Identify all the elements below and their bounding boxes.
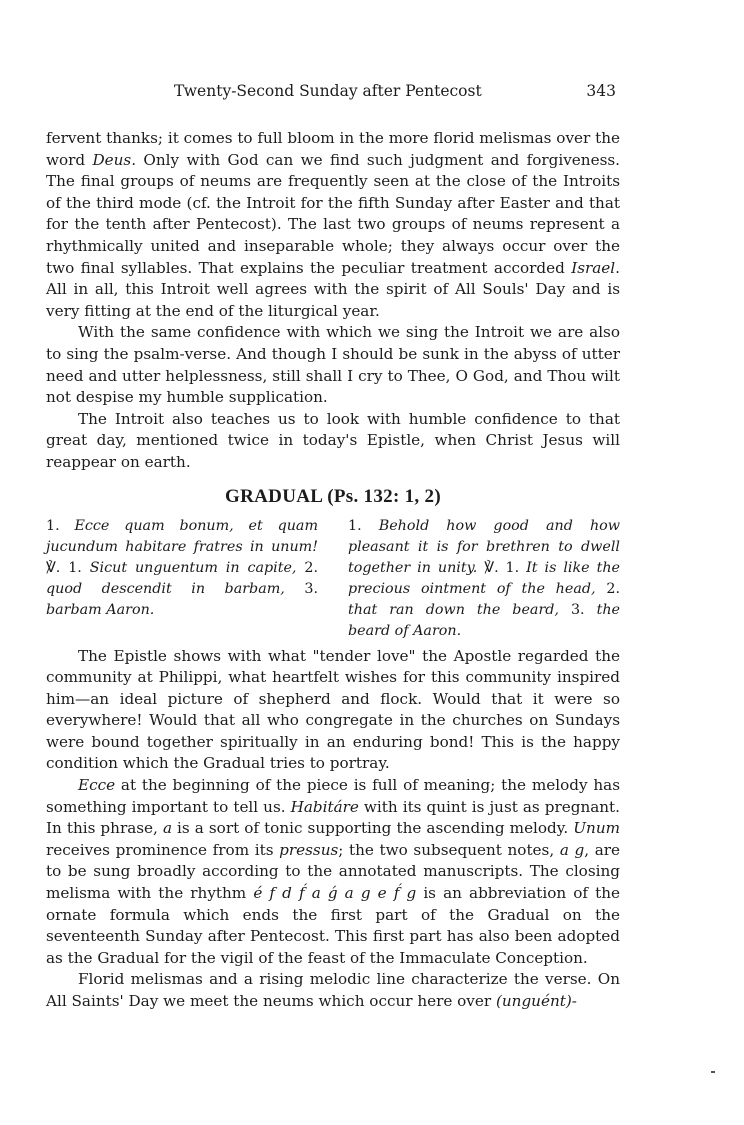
english-text: the beard of Aaron. [348,601,620,639]
paragraph-introit-teaching: The Introit also teaches us to look with humble confidence to that great day, mentioned twice in today's Epistle, when Christ Jesus will reappear on earth. [46,409,620,471]
verse-number: 1. [348,517,379,534]
verse-number: 1. [46,517,75,534]
text-run: Florid melismas and a rising melodic line characterize the verse. On All Saints' Day we meet the neums which occur here over [46,970,620,1010]
italic-word: Unum [573,819,620,838]
gradual-title: GRADUAL [225,485,323,507]
italic-word: Deus [92,150,132,169]
text-run: at the beginning of the piece is full of meaning; the melody has something important to tell us. [46,776,620,816]
neum-notation: é f d f́ a ǵ a g e f́ g [253,884,417,903]
verse-number: 2. [595,580,620,597]
gradual-heading [46,484,620,510]
italic-word: a g [559,840,585,859]
verse-number: 3. [284,580,319,597]
italic-word: a [162,819,172,838]
verse-number: 3. [558,601,597,618]
english-column [348,516,620,642]
english-text: It is like the precious ointment of the head, [348,559,620,597]
latin-column [46,516,318,642]
italic-word: (unguént)- [495,992,577,1010]
text-run: is a sort of tonic supporting the ascending melody. [172,819,574,838]
paragraph-psalm-verse: With the same confidence with which we sing the Introit we are also to sing the psalm-verse. And though I should be sunk in the abyss of utter need and utter helplessness, still shall I cry to Thee, O God, and Thou wilt not despise my humble supplication. [46,323,620,407]
english-text: that ran down the beard, [348,601,559,618]
text-run: . All in all, this Introit well agrees with the spirit of All Souls' Day and is very fitting at the end of the liturgical year. [46,258,620,320]
italic-word: pressus [279,840,339,859]
scan-speck [711,1071,715,1073]
text-run: ; the two subsequent notes, [338,840,560,859]
verse-number: 2. [296,559,319,576]
versicle-mark: ℣. 1. [477,559,527,576]
paragraph-epistle: The Epistle shows with what "tender love" the Apostle regarded the community at Philippi, what heartfelt wishes for this community inspired him—an ideal picture of shepherd and flock. Would that it were so everywhere! Would that all who congregate in the churches on Sundays were bound together spiritually in an enduring bond! This is the happy condition which the Gradual tries to portray. [46,646,620,773]
body-text [46,128,620,1013]
text-run: with its quint is just as pregnant. In this phrase, [46,797,620,838]
paragraph-ecce-analysis [46,775,620,969]
running-title: Twenty-Second Sunday after Pentecost [174,82,482,100]
latin-text: Sicut unguentum in capite, [89,559,297,576]
text-run: is an abbreviation of the ornate formula which ends the first part of the Gradual on the seventeenth Sunday after Pentecost. This first part has also been adopted as the Gradual for the vigil of the feast of the Immaculate Conception. [46,884,621,967]
running-head [46,82,620,104]
italic-word: Israel [571,258,616,277]
paragraph-introit-close [46,128,620,322]
text-run: , are to be sung broadly according to the annotated manuscripts. The closing melisma with the rhythm [46,840,621,903]
page-number: 343 [586,82,616,100]
text-run: receives prominence from its [46,840,280,859]
gradual-text-columns [46,516,620,642]
versicle-mark: ℣. 1. [46,559,90,576]
text-run: fervent thanks; it comes to full bloom in the more florid melismas over the word [46,129,620,169]
italic-word: Habitáre [290,797,359,816]
paragraph-verse-melismas [46,969,620,1012]
english-text: Behold how good and how pleasant it is for brethren to dwell together in unity. [348,517,620,576]
latin-text: quod descendit in barbam, [46,580,285,597]
gradual-reference: (Ps. 132: 1, 2) [327,485,441,507]
latin-text: barbam Aaron. [46,601,155,618]
italic-word: Ecce [78,776,116,795]
latin-text: Ecce quam bonum, et quam jucundum habitare fratres in unum! [46,517,319,555]
text-run: . Only with God can we find such judgment and forgiveness. The final groups of neums are frequently seen at the close of the Introits of the third mode (cf. the Introit for the fifth Sunday after Easter and that for the tenth after Pentecost). The last two groups of neums represent a rhythmically united and inseparable whole; they always occur over the two final syllables. That explains the peculiar treatment accorded [46,150,620,277]
